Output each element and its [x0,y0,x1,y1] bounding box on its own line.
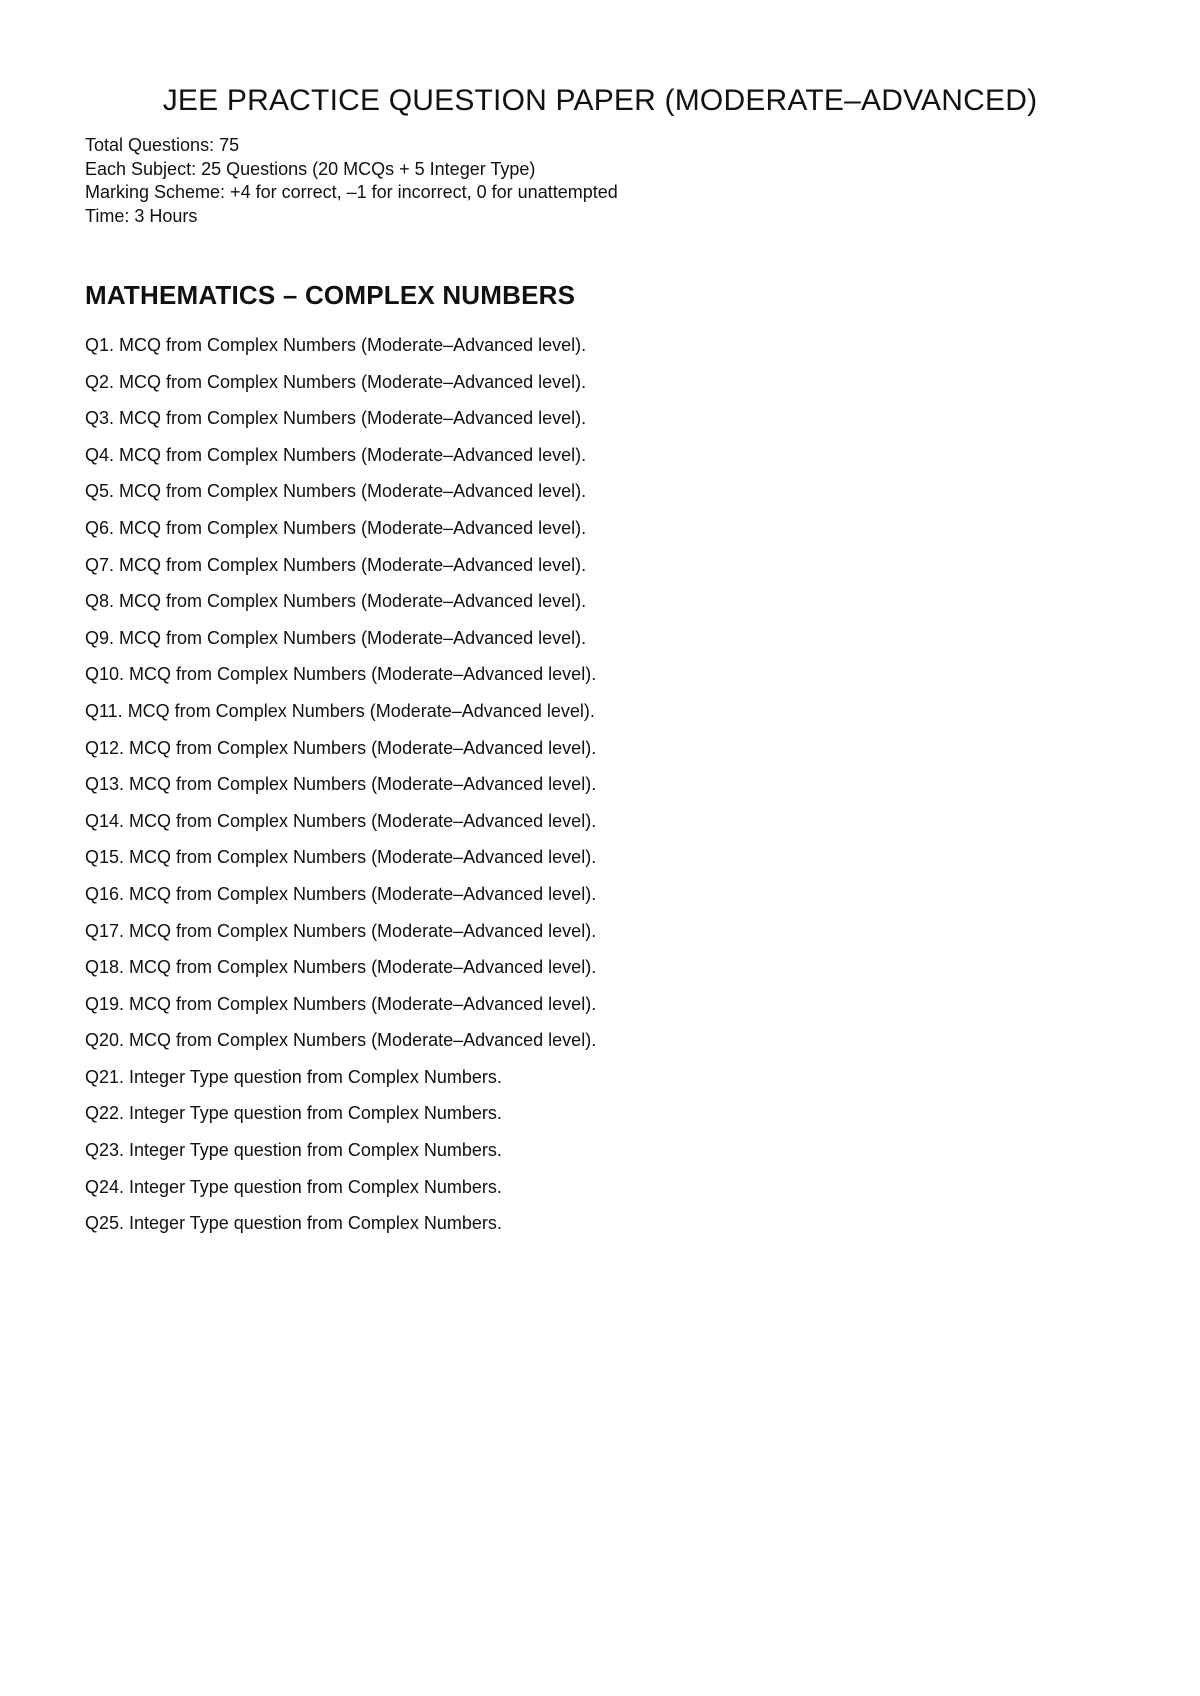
question-item: Q9. MCQ from Complex Numbers (Moderate–Advanced level). [85,627,587,648]
section-heading: MATHEMATICS – COMPLEX NUMBERS [85,280,576,310]
question-item: Q25. Integer Type question from Complex Numbers. [85,1213,502,1234]
question-item: Q22. Integer Type question from Complex Numbers. [85,1103,502,1124]
question-item: Q19. MCQ from Complex Numbers (Moderate–Advanced level). [85,993,597,1014]
exam-info-per-subject: Each Subject: 25 Questions (20 MCQs + 5 Integer Type) [85,158,536,179]
question-item: Q10. MCQ from Complex Numbers (Moderate–Advanced level). [85,664,597,685]
question-item: Q4. MCQ from Complex Numbers (Moderate–Advanced level). [85,444,587,465]
question-item: Q17. MCQ from Complex Numbers (Moderate–Advanced level). [85,920,597,941]
question-item: Q2. MCQ from Complex Numbers (Moderate–Advanced level). [85,371,587,392]
question-item: Q18. MCQ from Complex Numbers (Moderate–Advanced level). [85,957,597,978]
question-item: Q16. MCQ from Complex Numbers (Moderate–Advanced level). [85,883,597,904]
question-item: Q7. MCQ from Complex Numbers (Moderate–Advanced level). [85,554,587,575]
question-item: Q8. MCQ from Complex Numbers (Moderate–Advanced level). [85,591,587,612]
exam-info-time: Time: 3 Hours [85,205,198,226]
question-item: Q24. Integer Type question from Complex Numbers. [85,1176,502,1197]
question-item: Q5. MCQ from Complex Numbers (Moderate–Advanced level). [85,481,587,502]
question-list [85,327,596,1242]
question-item: Q13. MCQ from Complex Numbers (Moderate–Advanced level). [85,774,597,795]
question-item: Q6. MCQ from Complex Numbers (Moderate–Advanced level). [85,517,587,538]
exam-info-list [85,134,618,228]
question-item: Q12. MCQ from Complex Numbers (Moderate–Advanced level). [85,737,597,758]
question-item: Q14. MCQ from Complex Numbers (Moderate–Advanced level). [85,810,597,831]
question-item: Q21. Integer Type question from Complex Numbers. [85,1066,502,1087]
exam-info-marking-scheme: Marking Scheme: +4 for correct, –1 for incorrect, 0 for unattempted [85,182,618,202]
exam-info-total-questions: Total Questions: 75 [85,135,240,155]
question-item: Q23. Integer Type question from Complex Numbers. [85,1140,502,1161]
question-item: Q20. MCQ from Complex Numbers (Moderate–Advanced level). [85,1030,597,1051]
question-item: Q1. MCQ from Complex Numbers (Moderate–Advanced level). [85,335,587,355]
question-item: Q11. MCQ from Complex Numbers (Moderate–Advanced level). [85,700,595,721]
page-title: JEE PRACTICE QUESTION PAPER (MODERATE–ADVANCED) [162,84,1038,117]
question-item: Q3. MCQ from Complex Numbers (Moderate–Advanced level). [85,408,587,429]
question-item: Q15. MCQ from Complex Numbers (Moderate–Advanced level). [85,847,597,868]
